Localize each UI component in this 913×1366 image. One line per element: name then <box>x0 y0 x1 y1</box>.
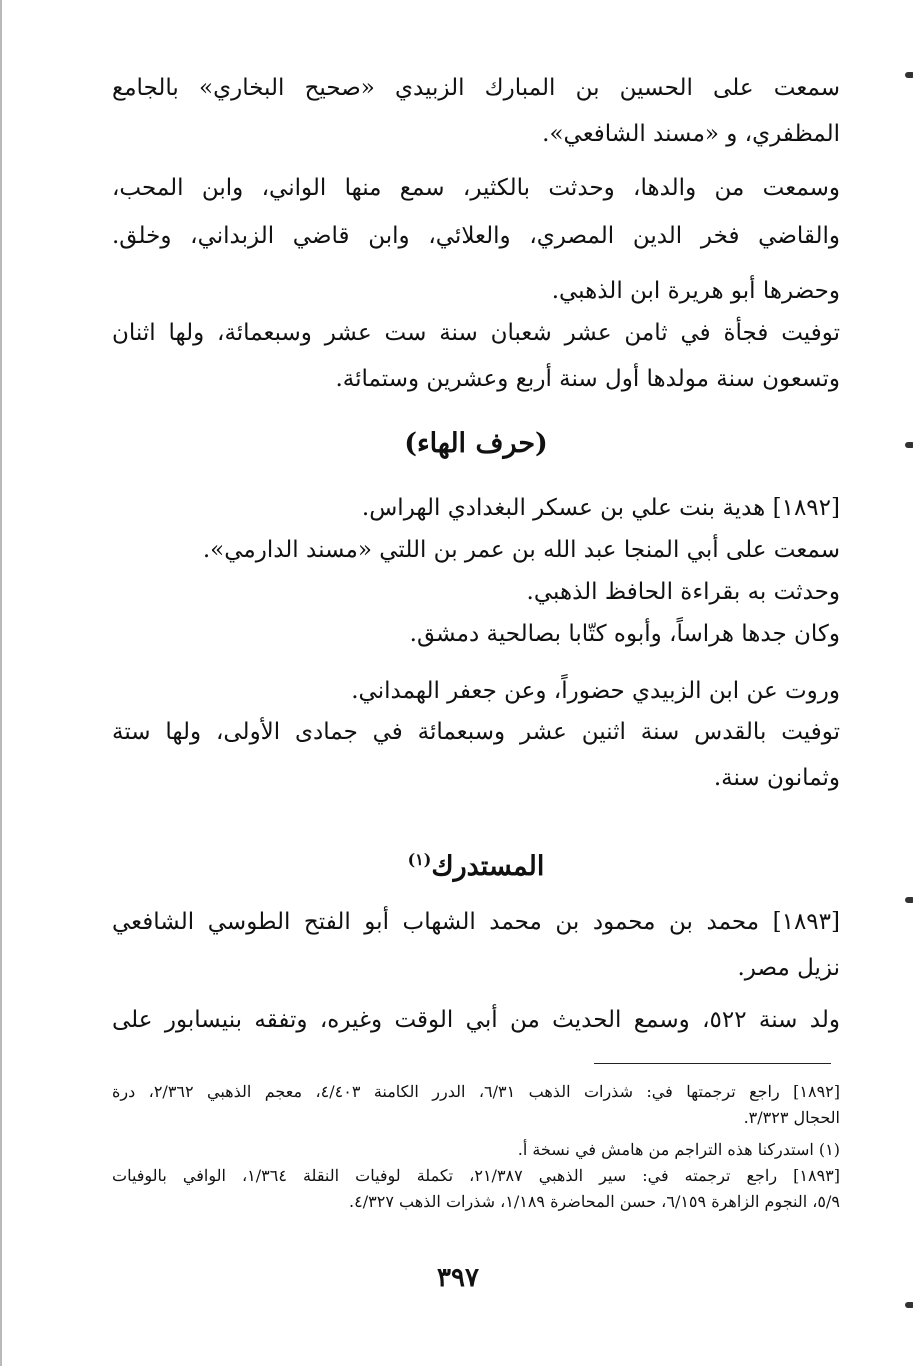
body-line: ولد سنة ٥٢٢، وسمع الحديث من أبي الوقت وغيره، وتفقه بنيسابور على <box>112 1007 840 1033</box>
body-line: سمعت على الحسين بن المبارك الزبيدي «صحيح البخاري» بالجامع <box>112 75 840 101</box>
body-line: توفيت فجأة في ثامن عشر شعبان سنة ست عشر وسبعمائة، ولها اثنان <box>112 320 840 346</box>
body-line: وكان جدها هراساً، وأبوه كتّابا بصالحية دمشق. <box>409 621 840 647</box>
page-number: ٣٩٧ <box>437 1263 479 1293</box>
body-line: والقاضي فخر الدين المصري، والعلائي، وابن قاضي الزبداني، وخلق. <box>112 223 840 249</box>
body-line: وحدثت به بقراءة الحافظ الذهبي. <box>526 579 840 605</box>
entry-1892-title: [١٨٩٢] هدية بنت علي بن عسكر البغدادي الهراس. <box>361 495 840 521</box>
body-line: توفيت بالقدس سنة اثنين عشر وسبعمائة في جمادى الأولى، ولها ستة <box>112 719 840 745</box>
body-line: وسمعت من والدها، وحدثت بالكثير، سمع منها الواني، وابن المحب، <box>112 175 840 201</box>
body-line: وروت عن ابن الزبيدي حضوراً، وعن جعفر الهمداني. <box>351 678 840 704</box>
footnote-line: الحجال ٣/٣٢٣. <box>743 1108 840 1127</box>
body-line: سمعت على أبي المنجا عبد الله بن عمر بن اللتي «مسند الدارمي». <box>202 537 840 563</box>
mustadrak-title: المستدرك <box>431 851 545 882</box>
mustadrak-heading <box>112 840 840 887</box>
footnote-line: (١) استدركنا هذه التراجم من هامش في نسخة أ. <box>517 1140 840 1159</box>
body-line: المظفري، و «مسند الشافعي». <box>542 121 840 147</box>
footnote-separator <box>594 1063 831 1064</box>
footnote-line: [١٨٩٢] راجع ترجمتها في: شذرات الذهب ٦/٣١، الدرر الكامنة ٤/٤٠٣، معجم الذهبي ٢/٣٦٢، درة <box>112 1082 840 1101</box>
margin-mark <box>905 72 913 78</box>
footnote-line: [١٨٩٣] راجع ترجمته في: سير الذهبي ٢١/٣٨٧، تكملة لوفيات النقلة ١/٣٦٤، الوافي بالوفيات <box>112 1166 840 1185</box>
body-line: وحضرها أبو هريرة ابن الذهبي. <box>551 278 840 304</box>
section-heading-ha: (حرف الهاء) <box>404 428 548 459</box>
margin-mark <box>905 897 913 903</box>
body-line: وتسعون سنة مولدها أول سنة أربع وعشرين وستمائة. <box>335 366 840 392</box>
margin-mark <box>905 1302 913 1308</box>
footnote-reference: (١) <box>407 850 432 869</box>
margin-mark <box>905 442 913 448</box>
body-line: نزيل مصر. <box>737 955 840 981</box>
entry-1893-title: [١٨٩٣] محمد بن محمود بن محمد الشهاب أبو الفتح الطوسي الشافعي <box>112 909 840 935</box>
footnote-line: ٥/٩، النجوم الزاهرة ٦/١٥٩، حسن المحاضرة ١/١٨٩، شذرات الذهب ٤/٣٢٧. <box>349 1192 840 1211</box>
body-line: وثمانون سنة. <box>713 765 840 791</box>
